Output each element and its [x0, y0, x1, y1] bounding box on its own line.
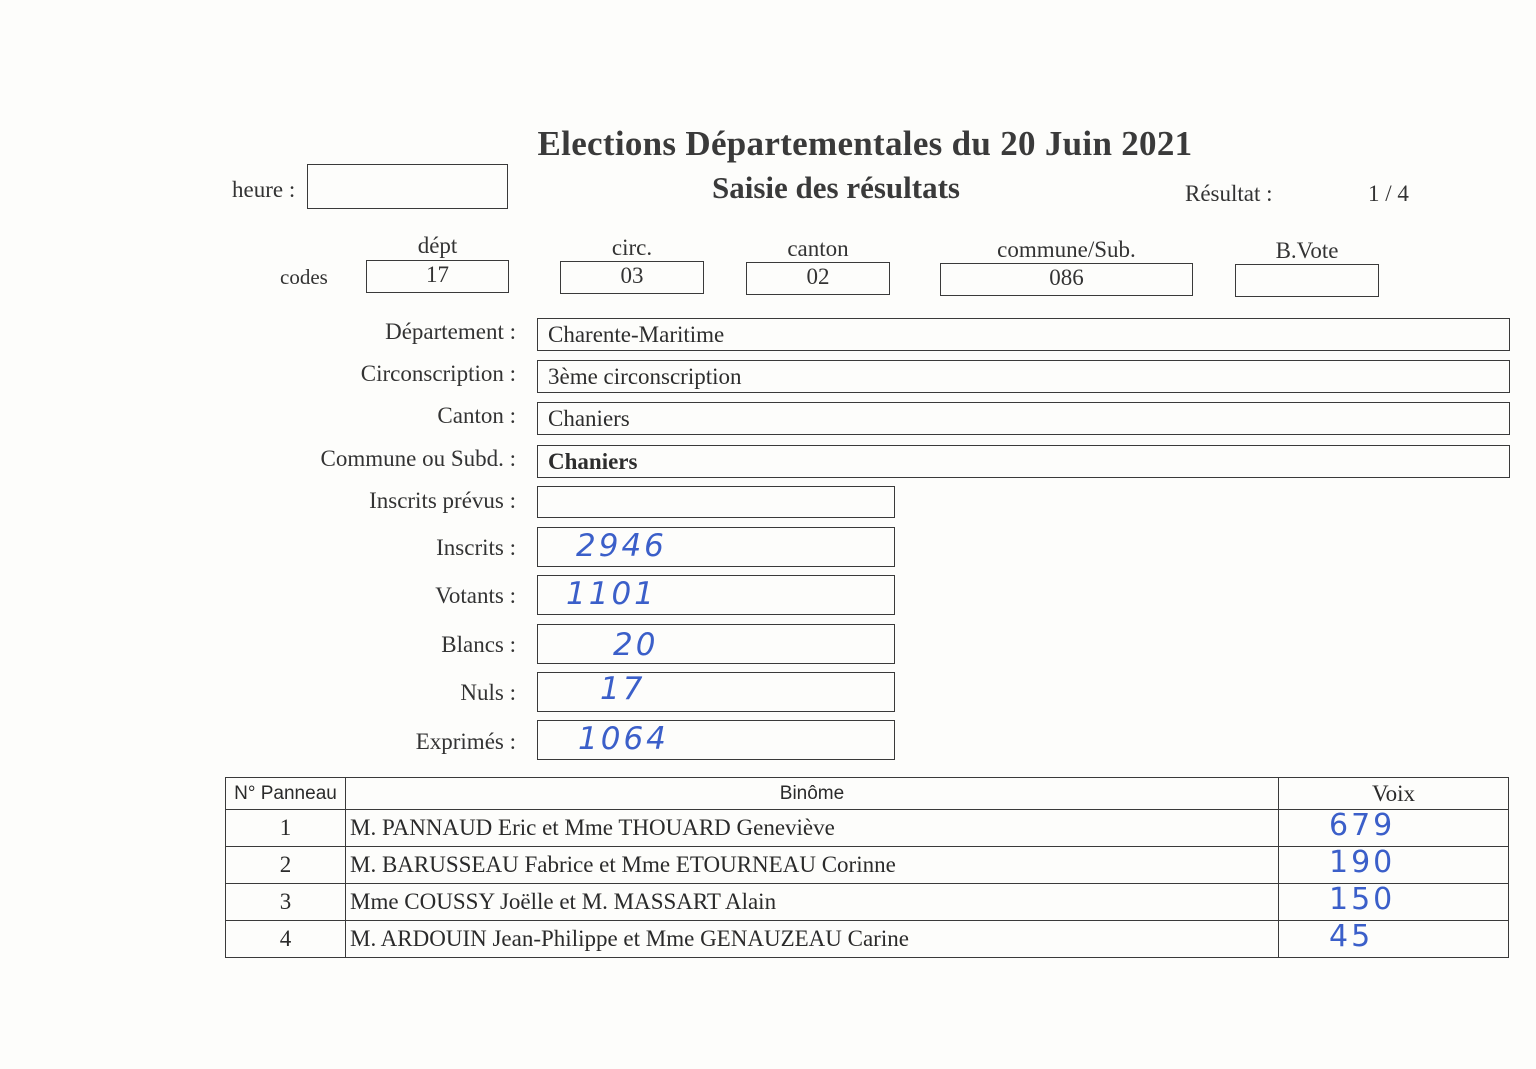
panneau-cell: 1: [226, 810, 346, 847]
blancs-field[interactable]: [537, 624, 895, 664]
voix-cell[interactable]: [1279, 847, 1509, 884]
inscrits-field[interactable]: [537, 527, 895, 567]
exprimes-value: 1064: [578, 721, 669, 757]
table-header-row: [226, 778, 1509, 810]
voix-header: Voix: [1279, 778, 1509, 810]
bvote-code-field[interactable]: [1235, 264, 1379, 297]
exprimes-label: Exprimés :: [415, 729, 516, 754]
voix-cell[interactable]: [1279, 810, 1509, 847]
blancs-value: 20: [613, 627, 659, 663]
blancs-label: Blancs :: [441, 632, 516, 657]
voix-value: 679: [1329, 808, 1396, 843]
inscrits-prevus-field[interactable]: [537, 486, 895, 518]
voix-value: 150: [1329, 882, 1396, 917]
circ-code-value: 03: [620, 263, 644, 288]
panneau-cell: 4: [226, 921, 346, 958]
votants-field[interactable]: [537, 575, 895, 615]
nuls-field[interactable]: [537, 672, 895, 712]
canton-code-value: 02: [806, 264, 830, 289]
codes-label: codes: [280, 265, 328, 289]
panneau-cell: 3: [226, 884, 346, 921]
page-title: Elections Départementales du 20 Juin 2021: [537, 124, 1193, 163]
dept-code-label: dépt: [417, 233, 458, 258]
voix-cell[interactable]: [1279, 884, 1509, 921]
departement-label: Département :: [385, 319, 516, 344]
heure-label: heure :: [232, 177, 296, 202]
circ-code-label: circ.: [611, 235, 653, 260]
exprimes-field[interactable]: [537, 720, 895, 760]
votants-label: Votants :: [435, 583, 516, 608]
panneau-cell: 2: [226, 847, 346, 884]
circonscription-value: 3ème circonscription: [548, 364, 742, 389]
table-row: [226, 921, 1509, 958]
commune-code-value: 086: [1049, 265, 1084, 290]
commune-label: Commune ou Subd. :: [320, 446, 516, 471]
binome-header: Binôme: [346, 778, 1279, 810]
resultat-value: 1 / 4: [1368, 181, 1409, 206]
votants-value: 1101: [566, 576, 657, 612]
canton-field[interactable]: [537, 402, 1510, 435]
circ-code-field[interactable]: [560, 261, 704, 294]
binome-cell: Mme COUSSY Joëlle et M. MASSART Alain: [346, 884, 1279, 921]
canton-label: Canton :: [437, 403, 516, 428]
binome-cell: M. BARUSSEAU Fabrice et Mme ETOURNEAU Corinne: [346, 847, 1279, 884]
voix-cell[interactable]: [1279, 921, 1509, 958]
nuls-label: Nuls :: [460, 680, 516, 705]
commune-value: Chaniers: [548, 449, 638, 474]
circonscription-field[interactable]: [537, 360, 1510, 393]
dept-code-field[interactable]: [366, 260, 509, 293]
inscrits-value: 2946: [576, 528, 667, 564]
page-subtitle: Saisie des résultats: [712, 170, 960, 205]
voix-value: 45: [1329, 919, 1374, 954]
results-table: [225, 777, 1509, 958]
inscrits-prevus-label: Inscrits prévus :: [369, 488, 516, 513]
nuls-value: 17: [600, 671, 646, 707]
resultat-label: Résultat :: [1185, 181, 1273, 206]
voix-value: 190: [1329, 845, 1396, 880]
departement-field[interactable]: [537, 318, 1510, 351]
canton-value: Chaniers: [548, 406, 630, 431]
canton-code-label: canton: [787, 236, 849, 261]
departement-value: Charente-Maritime: [548, 322, 725, 347]
heure-field[interactable]: [307, 164, 508, 209]
table-row: [226, 847, 1509, 884]
circonscription-label: Circonscription :: [360, 361, 516, 386]
table-row: [226, 810, 1509, 847]
panneau-header: N° Panneau: [226, 778, 346, 810]
bvote-code-label: B.Vote: [1275, 238, 1339, 263]
commune-code-label: commune/Sub.: [997, 237, 1136, 262]
dept-code-value: 17: [426, 262, 449, 287]
commune-field[interactable]: [537, 445, 1510, 478]
table-row: [226, 884, 1509, 921]
inscrits-label: Inscrits :: [436, 535, 516, 560]
binome-cell: M. PANNAUD Eric et Mme THOUARD Geneviève: [346, 810, 1279, 847]
canton-code-field[interactable]: [746, 262, 890, 295]
binome-cell: M. ARDOUIN Jean-Philippe et Mme GENAUZEAU Carine: [346, 921, 1279, 958]
commune-code-field[interactable]: [940, 263, 1193, 296]
